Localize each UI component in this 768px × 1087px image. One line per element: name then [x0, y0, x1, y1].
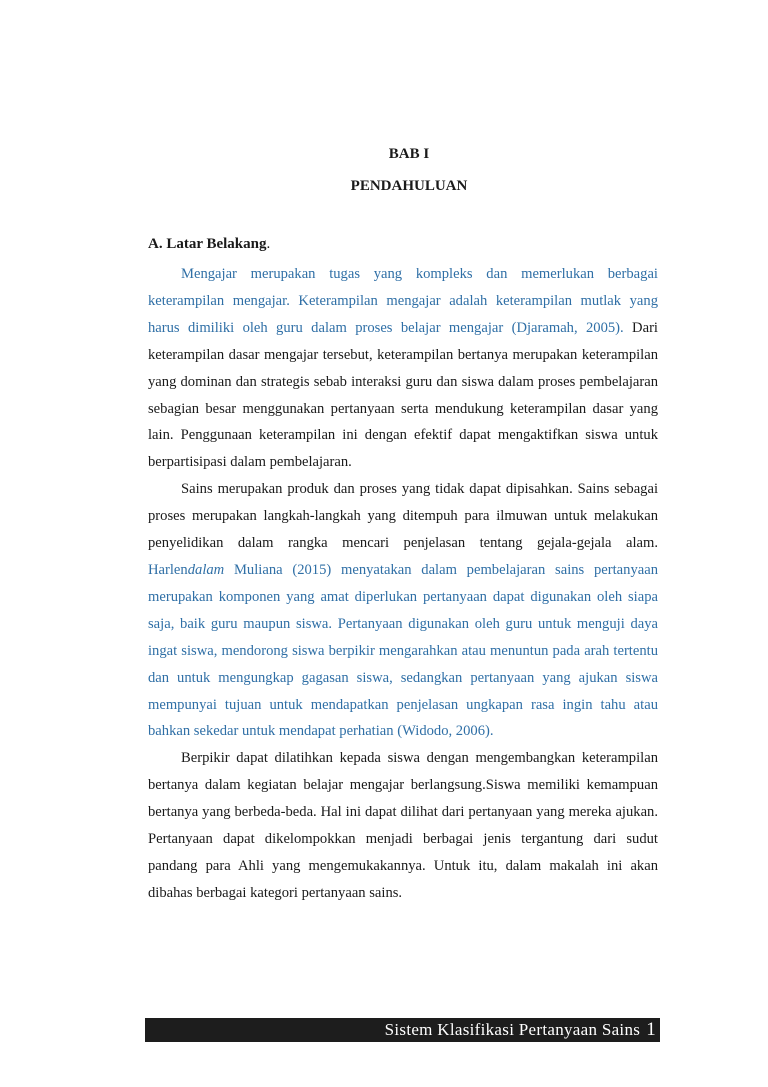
- page-number: 1: [646, 1019, 656, 1040]
- footer-title: Sistem Klasifikasi Pertanyaan Sains: [384, 1020, 641, 1039]
- paragraph-2-start: Sains merupakan produk dan proses yang tidak dapat dipisahkan. Sains sebagai proses merupakan langkah-langkah yang ditempuh para ilmuwan untuk melakukan penyelidikan dalam rangka mencari penjelasan tentang gejala-gejala alam.: [148, 481, 658, 552]
- paragraph-1-rest: Dari keterampilan dasar mengajar tersebut, keterampilan bertanya merupakan keterampilan yang dominan dan strategis sebab interaksi guru dan siswa dalam proses pembelajaran sebagian besar menggunakan pertanyaan serta mendukung keterampilan dasar yang lain. Penggunaan keterampilan ini dengan efektif dapat mengaktifkan siswa untuk berpartisipasi dalam pembelajaran.: [148, 319, 658, 471]
- section-heading-label: A. Latar Belakang: [148, 236, 267, 252]
- chapter-number: BAB I: [388, 146, 430, 162]
- paragraph-2-highlight-italic: dalam: [187, 561, 225, 578]
- paragraph-2-highlight-b: Muliana (2015) menyatakan dalam pembelajaran sains pertanyaan merupakan komponen yang amat diperlukan pertanyaan dapat digunakan oleh siapa saja, baik guru maupun siswa. Pertanyaan digunakan oleh guru untuk menguji daya ingat siswa, mendorong siswa berpikir mengarahkan atau menuntun pada arah tertentu dan untuk mengungkap gagasan siswa, sedangkan pertanyaan yang ajukan siswa mempunyai tujuan untuk mendapatkan penjelasan ungkapan rasa ingin tahu atau bahkan sekedar untuk mendapat perhatian (Widodo, 2006).: [148, 561, 658, 740]
- body-text: [148, 261, 658, 907]
- paragraph-2-highlight-a: Harlen: [148, 561, 188, 578]
- section-heading: [148, 236, 270, 253]
- paragraph-1: [148, 261, 658, 476]
- paragraph-1-highlight: Mengajar merupakan tugas yang kompleks dan memerlukan berbagai keterampilan mengajar. Keterampilan mengajar adalah keterampilan mutlak yang harus dimiliki oleh guru dalam proses belajar mengajar (Djaramah, 2005).: [148, 266, 658, 336]
- paragraph-2: [148, 476, 658, 745]
- paragraph-3: Berpikir dapat dilatihkan kepada siswa dengan mengembangkan keterampilan bertanya dalam kegiatan belajar mengajar berlangsung.Siswa memiliki kemampuan bertanya yang berbeda-beda. Hal ini dapat dilihat dari pertanyaan yang mereka ajukan. Pertanyaan dapat dikelompokkan menjadi berbagai jenis tergantung dari sudut pandang para Ahli yang mengemukakannya. Untuk itu, dalam makalah ini akan dibahas berbagai kategori pertanyaan sains.: [148, 750, 658, 901]
- section-heading-suffix: .: [266, 236, 271, 252]
- footer-text: [385, 1018, 656, 1042]
- chapter-title: PENDAHULUAN: [350, 178, 468, 194]
- footer-bar: [145, 1018, 660, 1042]
